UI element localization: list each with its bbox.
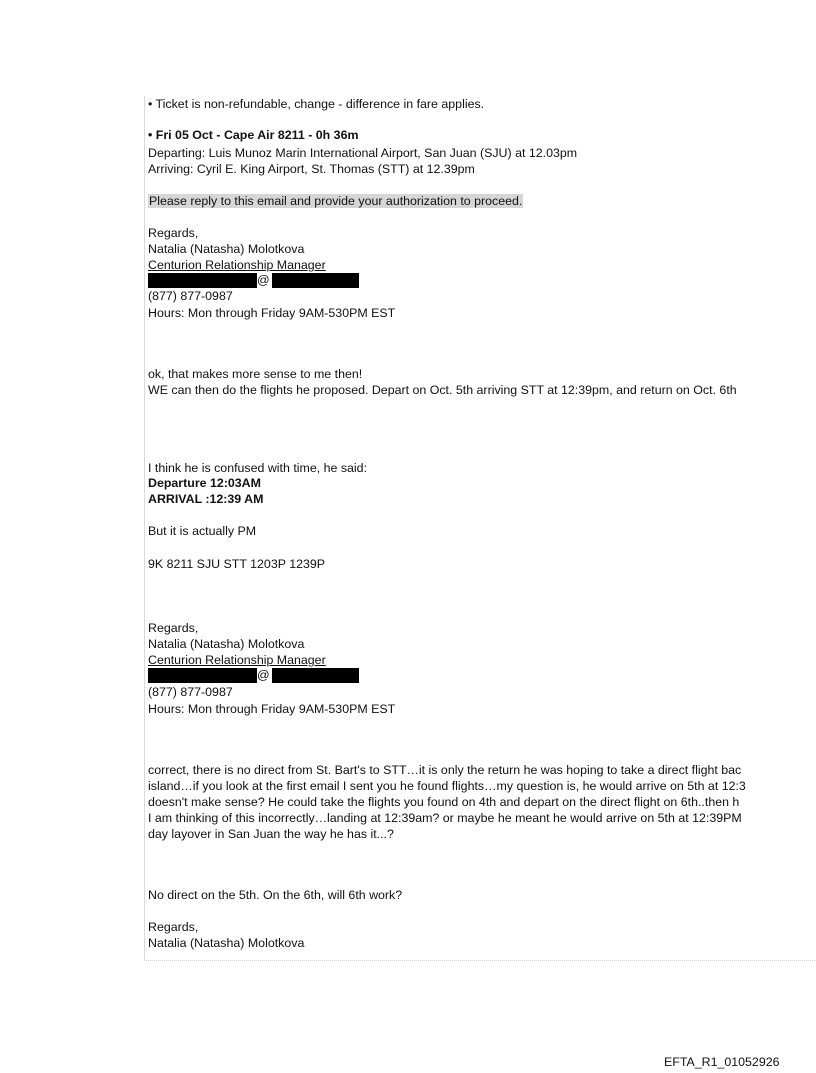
departing-line: Departing: Luis Munoz Marin International Airport, San Juan (SJU) at 12.03pm [148,146,578,160]
message-line-2: island…if you look at the first email I sent you he found flights…my question is, he would arrive on 5th at 12:3 [148,779,746,793]
signature-hours: Hours: Mon through Friday 9AM-530PM EST [148,306,396,320]
flight-code: 9K 8211 SJU STT 1203P 1239P [148,557,326,571]
signature-title: Centurion Relationship Manager [148,653,326,667]
signature-regards: Regards, [148,226,199,240]
signature-phone: (877) 877-0987 [148,685,233,699]
email-at-sign: @ [257,668,270,682]
message-line-1: I think he is confused with time, he said: [148,461,368,475]
signature-phone: (877) 877-0987 [148,289,233,303]
email-at-sign: @ [257,273,270,287]
arrival-time: ARRIVAL :12:39 AM [148,492,264,506]
redaction-email-local [148,668,257,683]
message-line-1: No direct on the 5th. On the 6th, will 6th work? [148,888,403,902]
reply-line-1: ok, that makes more sense to me then! [148,367,363,381]
ticket-note: • Ticket is non-refundable, change - difference in fare applies. [148,97,485,111]
signature-name: Natalia (Natasha) Molotkova [148,936,305,950]
message-line-3: doesn't make sense? He could take the flights you found on 4th and depart on the direct flight on 6th..then h [148,795,740,809]
signature-title: Centurion Relationship Manager [148,258,326,272]
signature-hours: Hours: Mon through Friday 9AM-530PM EST [148,702,396,716]
departure-time: Departure 12:03AM [148,476,261,490]
message-line-5: day layover in San Juan the way he has it...? [148,827,394,841]
redaction-email-local [148,273,257,288]
reply-request [148,194,523,208]
signature-regards: Regards, [148,621,199,635]
reply-line-2: WE can then do the flights he proposed. Depart on Oct. 5th arriving STT at 12:39pm, and return on Oct. 6th [148,383,737,397]
arriving-line: Arriving: Cyril E. King Airport, St. Thomas (STT) at 12.39pm [148,162,475,176]
email-thread [144,96,816,961]
redaction-email-domain [272,668,359,683]
flight-header: • Fri 05 Oct - Cape Air 8211 - 0h 36m [148,128,359,142]
actually-pm: But it is actually PM [148,524,257,538]
signature-regards: Regards, [148,920,199,934]
signature-name: Natalia (Natasha) Molotkova [148,637,305,651]
message-line-4: I am thinking of this incorrectly…landing at 12:39am? or maybe he meant he would arrive on 5th at 12:39PM [148,811,742,825]
reply-request-highlight: Please reply to this email and provide your authorization to proceed. [149,194,523,208]
redaction-email-domain [272,273,359,288]
signature-name: Natalia (Natasha) Molotkova [148,242,305,256]
message-line-1: correct, there is no direct from St. Bart's to STT…it is only the return he was hoping to take a direct flight bac [148,763,742,777]
document-id: EFTA_R1_01052926 [664,1055,780,1069]
